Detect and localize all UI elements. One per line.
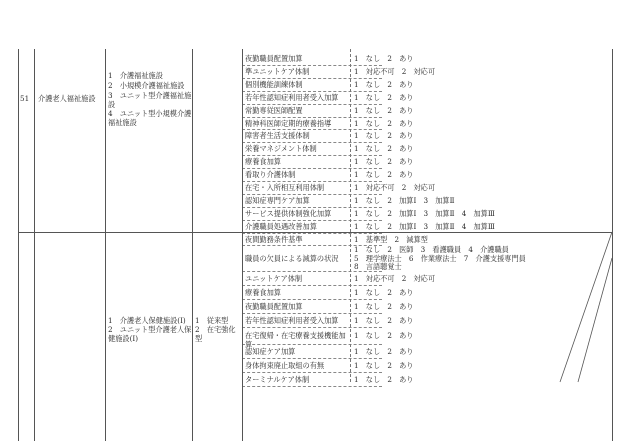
addition-item: 認知症専門ケア加算 xyxy=(245,195,310,205)
addition-item: 看取り介護体制 xyxy=(245,170,296,180)
addition-item: ターミナルケア体制 xyxy=(245,374,310,384)
addition-options: 1 なし 2 あり xyxy=(354,346,414,356)
addition-options: 1 なし 2 あり xyxy=(354,315,414,325)
addition-item: 夜勤職員配置加算 xyxy=(245,54,303,63)
addition-item: 療養食加算 xyxy=(245,287,281,297)
addition-options: 1 対応不可 2 対応可 xyxy=(354,183,436,192)
addition-item: 身体拘束廃止取組の有無 xyxy=(245,360,325,370)
addition-item: 若年性認知症利用者受入加算 xyxy=(245,92,339,102)
addition-options: 1 なし 2 加算Ⅰ 3 加算Ⅱ 4 加算Ⅲ xyxy=(354,208,495,218)
addition-item: 準ユニットケア体制 xyxy=(245,66,310,76)
addition-options: 1 なし 2 あり xyxy=(354,144,414,154)
facility-type-3: 3 ユニット型介護福祉施設 xyxy=(108,91,192,109)
addition-options: 1 なし 2 医師 3 看護職員 4 介護職員 xyxy=(354,245,509,255)
facility-type-5: 1 介護老人保健施設(Ⅰ) xyxy=(108,316,186,325)
addition-item: 若年性認知症利用者受入加算 xyxy=(245,315,339,325)
addition-options: 1 なし 2 加算Ⅰ 3 加算Ⅱ 4 加算Ⅲ xyxy=(354,221,495,231)
facility-type-6: 2 ユニット型介護老人保健施設(Ⅰ) xyxy=(108,325,192,343)
addition-item: ユニットケア体制 xyxy=(245,273,303,283)
facility-type-2: 2 小規模介護福祉施設 xyxy=(108,81,185,90)
addition-item: 認知症ケア加算 xyxy=(245,346,296,356)
addition-options: 1 なし 2 あり xyxy=(354,92,414,102)
addition-options: 1 なし 2 あり xyxy=(354,374,414,384)
addition-options: 1 なし 2 あり xyxy=(354,170,414,180)
addition-item: 常勤専従医師配置 xyxy=(245,105,303,115)
addition-item: 夜勤職員配置加算 xyxy=(245,301,303,311)
addition-item: 介護職員処遇改善加算 xyxy=(245,221,317,231)
care-type-1: 1 従来型 xyxy=(195,316,229,325)
addition-options: 1 なし 2 あり xyxy=(354,105,414,115)
addition-options: 1 なし 2 あり xyxy=(354,301,414,311)
facility-type-4: 4 ユニット型小規模介護福祉施設 xyxy=(108,109,192,127)
addition-item: 個別機能訓練体制 xyxy=(245,79,303,89)
addition-options: 1 なし 2 加算Ⅰ 3 加算Ⅱ xyxy=(354,195,455,205)
addition-options: 1 なし 2 あり xyxy=(354,54,414,63)
addition-options: 1 なし 2 あり xyxy=(354,287,414,297)
addition-options: 1 なし 2 あり xyxy=(354,360,414,370)
addition-item: 栄養マネジメント体制 xyxy=(245,144,317,154)
addition-item: サービス提供体制強化加算 xyxy=(245,208,332,218)
addition-options: 8 言語聴覚士 xyxy=(354,262,402,272)
service-type-name: 介護老人福祉施設 xyxy=(38,94,96,103)
facility-type-1: 1 介護福祉施設 xyxy=(108,71,163,80)
addition-options: 1 なし 2 あり xyxy=(354,331,414,341)
addition-item: 職員の欠員による減算の状況 xyxy=(245,253,339,263)
service-number: 51 xyxy=(20,94,30,103)
addition-item: 療養食加算 xyxy=(245,157,281,167)
addition-options: 1 なし 2 あり xyxy=(354,157,414,167)
addition-options: 1 基準型 2 減算型 xyxy=(354,234,428,244)
addition-options: 1 なし 2 あり xyxy=(354,131,414,141)
addition-item: 在宅・入所相互利用体制 xyxy=(245,183,325,192)
addition-item: 精神科医師定期的療養指導 xyxy=(245,118,332,128)
care-type-2: 2 在宅強化型 xyxy=(195,325,236,343)
addition-options: 1 なし 2 あり xyxy=(354,79,414,89)
addition-options: 5 理学療法士 6 作業療法士 7 介護支援専門員 xyxy=(354,253,526,263)
addition-options: 1 対応不可 2 対応可 xyxy=(354,273,436,283)
addition-options: 1 対応不可 2 対応可 xyxy=(354,66,436,76)
addition-options: 1 なし 2 あり xyxy=(354,118,414,128)
addition-item: 在宅復帰・在宅療養支援機能加算 xyxy=(245,331,346,349)
addition-item: 夜間勤務条件基準 xyxy=(245,234,303,244)
addition-item: 障害者生活支援体制 xyxy=(245,131,310,141)
